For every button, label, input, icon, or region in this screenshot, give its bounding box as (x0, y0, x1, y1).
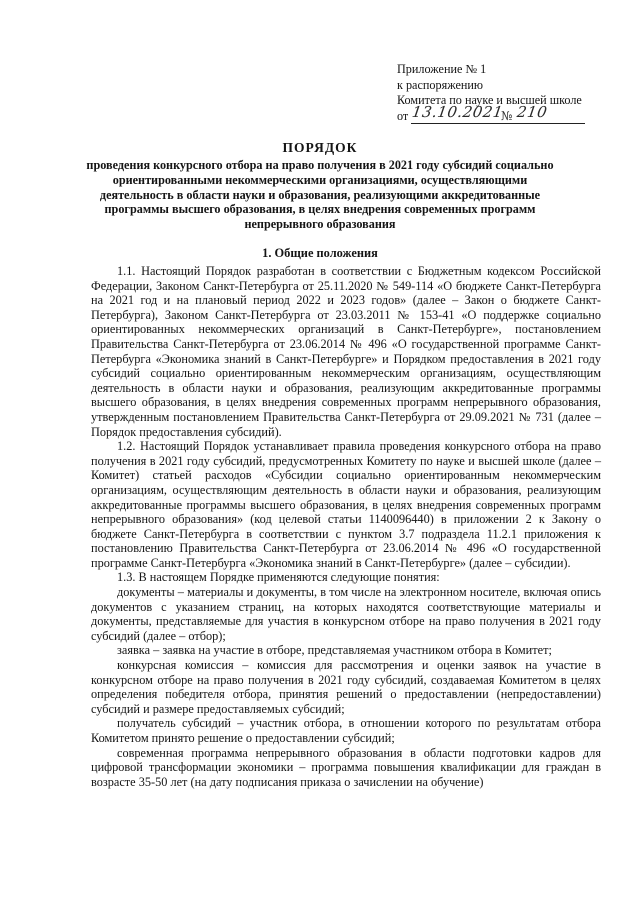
section-heading: 1. Общие положения (262, 246, 378, 260)
document-title: ПОРЯДОК (282, 140, 358, 155)
definition-commission: конкурсная комиссия – комиссия для рассмотрения и оценки заявок на участие в конкурсном отборе на право получения в 2021 году субсидий, создаваемая Комитетом в целях определения победителя отбора, принятия решений о предоставлении (непредоставлении) субсидий и размере предоставляемых субсидий; (91, 658, 601, 716)
paragraph-1-1: 1.1. Настоящий Порядок разработан в соответствии с Бюджетным кодексом Российской Федерации, Законом Санкт-Петербурга от 25.11.2020 № 549-114 «О бюджете Санкт-Петербурга на 2021 год и на плановый период 2022 и 2023 годов» (далее – Закон о бюджете Санкт-Петербурга), Законом Санкт-Петербурга от 23.03.2011 № 153-41 «О поддержке социально ориентированных некоммерческих организаций в Санкт-Петербурге», постановлением Правительства Санкт-Петербурга от 23.06.2014 № 496 «О государственной программе Санкт-Петербурга «Экономика знаний в Санкт-Петербурге» и Порядком предоставления в 2021 году субсидий социально ориентированным некоммерческим организациям, осуществляющим деятельность в области науки и образования, реализующим аккредитованные программы высшего образования, в целях внедрения современных программ непрерывного образования, утвержденным постановлением Правительства Санкт-Петербурга от 29.09.2021 № 731 (далее – Порядок предоставления субсидий). (91, 264, 601, 439)
definition-application: заявка – заявка на участие в отборе, представляемая участником отбора в Комитет; (117, 643, 552, 658)
appendix-number: 210 (515, 102, 549, 121)
signature-underline (411, 123, 585, 124)
document-subtitle: проведения конкурсного отбора на право получения в 2021 году субсидий социально ориентированными некоммерческими организациями, осуществляющими деятельность в области науки и образования, реализующими аккредитованные программы высшего образования, в целях внедрения современных программ непрерывного образования (86, 158, 554, 232)
definition-documents: документы – материалы и документы, в том числе на электронном носителе, включая опись документов с указанием страниц, на которых находятся соответствующие материалы и документы, представляемые для участия в конкурсном отборе на право получения в 2021 году субсидий (далее – отбор); (91, 585, 601, 643)
appendix-block (397, 62, 627, 125)
definition-recipient: получатель субсидий – участник отбора, в отношении которого по результатам отбора Комитетом принято решение о предоставлении субсидий; (91, 716, 601, 745)
document-body (91, 264, 601, 789)
definition-program: современная программа непрерывного образования в области подготовки кадров для цифровой трансформации экономики – программа повышения квалификации для граждан в возрасте 35-50 лет (на дату подписания приказа о зачислении на обучение) (91, 745, 601, 789)
appendix-line-1: Приложение № 1 (397, 62, 487, 76)
paragraph-1-3: 1.3. В настоящем Порядке применяются следующие понятия: (117, 570, 440, 585)
appendix-date-prefix: от (397, 108, 409, 123)
appendix-number-sign: № (501, 108, 513, 123)
appendix-line-2: к распоряжению (397, 77, 484, 92)
appendix-line-3: Комитета по науке и высшей школе (397, 93, 582, 107)
paragraph-1-2: 1.2. Настоящий Порядок устанавливает правила проведения конкурсного отбора на право получения в 2021 году субсидий, предусмотренных Комитету по науке и высшей школе (далее – Комитет) статьей расходов «Субсидии социально ориентированным некоммерческим организациям, осуществляющим деятельность в области науки и образования, реализующим аккредитованные программы высшего образования, в целях внедрения современных программ непрерывного образования» (код целевой статьи 1140096440) в приложении 2 к Закону о бюджете Санкт-Петербурга в соответствии с пунктом 3.7 подраздела 11.2.1 приложения к постановлению Правительства Санкт-Петербурга от 23.06.2014 № 496 «О государственной программе Санкт-Петербурга «Экономика знаний в Санкт-Петербурге» (далее – субсидии). (91, 439, 601, 570)
appendix-date-number-row (397, 102, 627, 125)
appendix-date: 13.10.2021 (410, 102, 505, 121)
